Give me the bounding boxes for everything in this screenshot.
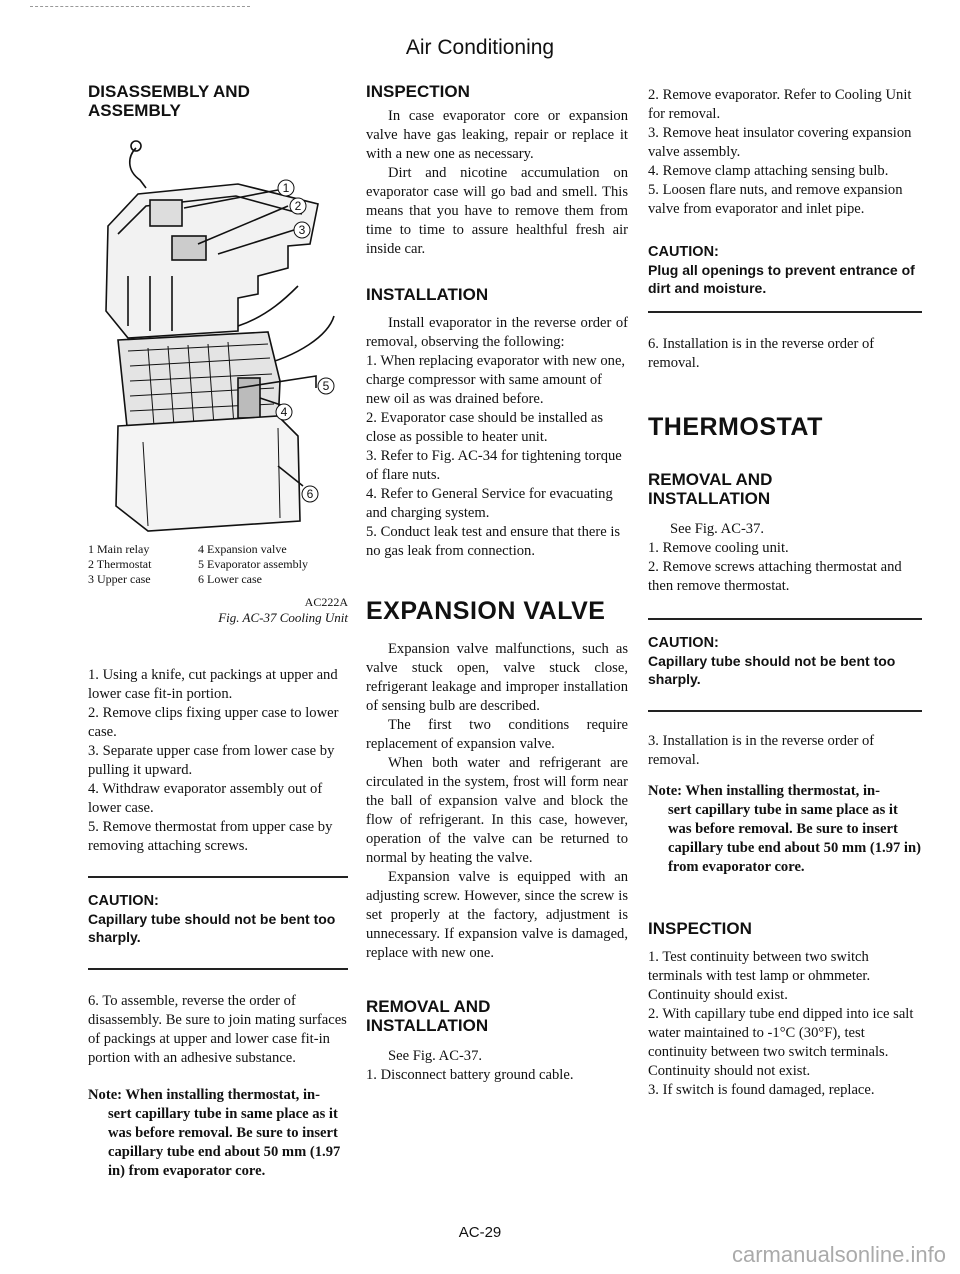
legend-item: 2 Thermostat: [88, 557, 152, 571]
step-1: 1. Using a knife, cut packings at upper and lower case fit-in portion.: [88, 667, 338, 702]
step-3: 3. Installation is in the reverse order of removal.: [648, 733, 875, 768]
callout-1-label: 1: [282, 181, 290, 195]
caution-rule-bottom: [88, 968, 348, 970]
inspection-paragraph-2: Dirt and nicotine accumulation on evaporator case will go bad and smell. This means that you have to remove them from time to time to assure healthful fresh air inside car.: [366, 165, 628, 257]
expansion-paragraph-1: Expansion valve malfunctions, such as valve stuck open, valve stuck close, refrigerant leakage and improper installation of sensing bulb are described.: [366, 641, 628, 714]
callout-2-label: 2: [294, 199, 302, 213]
step-3: 3. Remove heat insulator covering expansion valve assembly.: [648, 125, 912, 160]
caution-title: CAUTION:: [88, 893, 159, 909]
caution-rule-top: [648, 618, 922, 620]
step-2: 2. Remove evaporator. Refer to Cooling Unit for removal.: [648, 87, 912, 122]
step-4: 4. Withdraw evaporator assembly out of lower case.: [88, 781, 323, 816]
caution-text: Plug all openings to prevent entrance of dirt and moisture.: [648, 262, 915, 296]
expansion-valve-shape: [238, 378, 260, 418]
legend-item: 3 Upper case: [88, 572, 151, 586]
installation-heading: INSTALLATION: [366, 285, 489, 304]
removal-installation-heading: REMOVAL AND INSTALLATION: [366, 997, 491, 1035]
callout-4-label: 4: [280, 405, 288, 419]
column-middle: [366, 82, 628, 1085]
caution-title: CAUTION:: [648, 635, 719, 651]
installation-step-5: 5. Conduct leak test and ensure that there is no gas leak from connection.: [366, 524, 621, 559]
installation-step-1: 1. When replacing evaporator with new one, charge compressor with same amount of new oil as was drained before.: [366, 353, 626, 407]
removal-step-1: 1. Disconnect battery ground cable.: [366, 1067, 574, 1083]
step-5: 5. Loosen flare nuts, and remove expansion valve from evaporator and inlet pipe.: [648, 182, 903, 217]
inspection-step-3: 3. If switch is found damaged, replace.: [648, 1082, 875, 1098]
installation-step-3: 3. Refer to Fig. AC-34 for tightening torque of flare nuts.: [366, 448, 622, 483]
legend-item: 4 Expansion valve: [198, 542, 287, 556]
step-5: 5. Remove thermostat from upper case by removing attaching screws.: [88, 819, 333, 854]
caution-title: CAUTION:: [648, 244, 719, 260]
figure-legend: [88, 542, 348, 587]
thermostat-shape: [172, 236, 206, 260]
legend-item: 5 Evaporator assembly: [198, 557, 308, 571]
installation-intro: Install evaporator in the reverse order of removal, observing the following:: [366, 315, 628, 350]
caution-rule-bottom: [648, 710, 922, 712]
caution-text: Capillary tube should not be bent too sharply.: [88, 911, 336, 945]
caution-rule: [648, 311, 922, 313]
removal-installation-heading: REMOVAL AND INSTALLATION: [648, 470, 773, 508]
main-relay-shape: [150, 200, 182, 226]
figure-code: AC222A: [304, 595, 348, 609]
see-figure: See Fig. AC-37.: [670, 521, 765, 537]
expansion-paragraph-2: The first two conditions require replacement of expansion valve.: [366, 717, 628, 752]
relay-wire: [130, 148, 146, 188]
watermark: carmanualsonline.info: [731, 1242, 946, 1267]
inspection-step-1: 1. Test continuity between two switch terminals with test lamp or ohmmeter. Continuity should exist.: [648, 949, 871, 1003]
inspection-heading: INSPECTION: [366, 82, 470, 101]
expansion-paragraph-4: Expansion valve is equipped with an adjusting screw. However, since the screw is set properly at the factory, adjustment is unnecessary. If expansion valve is damaged, replace with new one.: [366, 869, 628, 961]
callout-5-label: 5: [322, 379, 330, 393]
step-2: 2. Remove clips fixing upper case to lower case.: [88, 705, 339, 740]
lower-case-shape: [116, 416, 300, 531]
step-3: 3. Separate upper case from lower case by pulling it upward.: [88, 743, 335, 778]
see-figure: See Fig. AC-37.: [388, 1048, 483, 1064]
expansion-paragraph-3: When both water and refrigerant are circulated in the system, frost will form near the ball of expansion valve and block the flow of refrigerant. In this case, however, operation of the valve can be returned to normal by heating the valve.: [366, 755, 628, 866]
callout-3-label: 3: [298, 223, 306, 237]
removal-step-2: 2. Remove screws attaching thermostat and then remove thermostat.: [648, 559, 902, 594]
scan-edge-line: [30, 6, 250, 7]
step-4: 4. Remove clamp attaching sensing bulb.: [648, 163, 889, 179]
step-6: 6. Installation is in the reverse order of removal.: [648, 336, 875, 371]
legend-item: 1 Main relay: [88, 542, 150, 556]
page-number: AC-29: [458, 1224, 502, 1241]
column-right: [648, 82, 922, 1100]
inspection-step-2: 2. With capillary tube end dipped into ice salt water maintained to -1°C (30°F), test continuity between two switch terminals. Continuity should not exist.: [648, 1006, 914, 1079]
caution-rule-top: [88, 876, 348, 878]
inspection-heading: INSPECTION: [648, 919, 752, 938]
note-body: sert capillary tube in same place as it was before removal. Be sure to insert capillary tube end about 50 mm (1.97 in) from evaporator core.: [668, 802, 921, 875]
installation-step-2: 2. Evaporator case should be installed as close as possible to heater unit.: [366, 410, 604, 445]
disassembly-heading: DISASSEMBLY AND ASSEMBLY: [88, 82, 250, 120]
expansion-valve-heading: EXPANSION VALVE: [366, 597, 606, 625]
cooling-unit-figure: [88, 126, 338, 536]
legend-item: 6 Lower case: [198, 572, 262, 586]
step-6: 6. To assemble, reverse the order of disassembly. Be sure to join mating surfaces of packings at upper and lower case fit-in portion with an adhesive substance.: [88, 993, 347, 1066]
figure-caption: Fig. AC-37 Cooling Unit: [218, 610, 348, 625]
thermostat-heading: THERMOSTAT: [648, 413, 823, 441]
column-left: [88, 82, 348, 1181]
installation-step-4: 4. Refer to General Service for evacuating and charging system.: [366, 486, 613, 521]
note-head: Note: When installing thermostat, in-: [648, 783, 881, 799]
callout-6-label: 6: [306, 487, 314, 501]
caution-text: Capillary tube should not be bent too sharply.: [648, 653, 896, 687]
note-head: Note: When installing thermostat, in-: [88, 1087, 321, 1103]
page-header: Air Conditioning: [405, 36, 555, 59]
inspection-paragraph-1: In case evaporator core or expansion valve have gas leaking, repair or replace it with a new one as necessary.: [366, 108, 628, 162]
connector-icon: [131, 141, 141, 151]
note-body: sert capillary tube in same place as it was before removal. Be sure to insert capillary tube end about 50 mm (1.97 in) from evaporator core.: [108, 1106, 341, 1179]
removal-step-1: 1. Remove cooling unit.: [648, 540, 789, 556]
